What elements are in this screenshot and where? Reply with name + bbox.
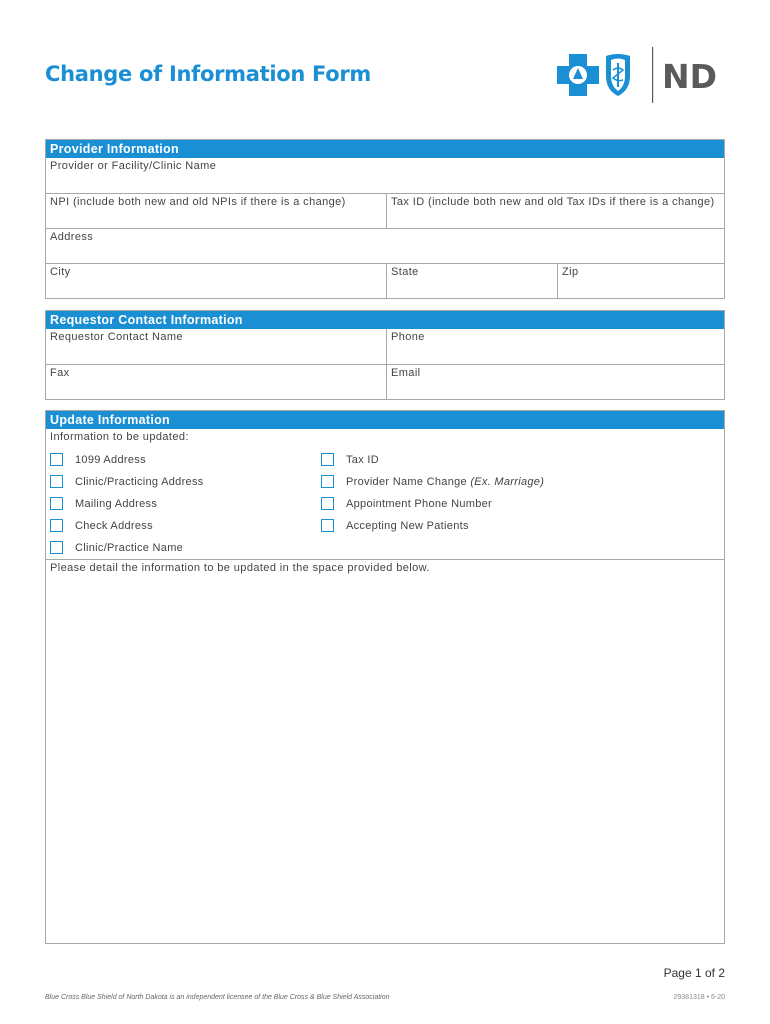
- checkbox[interactable]: [321, 497, 334, 510]
- option-mailing-address[interactable]: Mailing Address: [50, 497, 157, 510]
- logo-divider: [652, 47, 653, 103]
- option-provider-name-change[interactable]: Provider Name Change (Ex. Marriage): [321, 475, 544, 488]
- address-field[interactable]: [46, 229, 724, 263]
- npi-label: NPI (include both new and old NPIs if there is a change): [50, 196, 346, 208]
- name-change-note: (Ex. Marriage): [470, 475, 545, 488]
- city-field[interactable]: [46, 264, 386, 298]
- option-check-address[interactable]: Check Address: [50, 519, 153, 532]
- page-number: Page 1 of 2: [663, 966, 725, 980]
- logo-nd-text: ND: [662, 57, 718, 96]
- update-information-heading: Update Information: [46, 411, 724, 429]
- fax-field[interactable]: [46, 365, 386, 399]
- update-information-section: [45, 410, 725, 944]
- state-field[interactable]: [386, 264, 557, 298]
- provider-information-heading: Provider Information: [46, 140, 724, 158]
- checkbox[interactable]: [50, 541, 63, 554]
- checkbox[interactable]: [321, 519, 334, 532]
- zip-field[interactable]: [557, 264, 724, 298]
- page-title: Change of Information Form: [45, 62, 371, 86]
- option-clinic-practicing-address[interactable]: Clinic/Practicing Address: [50, 475, 204, 488]
- blue-cross-icon: [557, 50, 599, 96]
- provider-name-label: Provider or Facility/Clinic Name: [50, 160, 217, 172]
- fax-label: Fax: [50, 367, 70, 379]
- checkbox[interactable]: [50, 497, 63, 510]
- checkbox[interactable]: [321, 453, 334, 466]
- requestor-name-label: Requestor Contact Name: [50, 331, 183, 343]
- tax-id-label: Tax ID (include both new and old Tax IDs if there is a change): [391, 196, 715, 208]
- npi-field[interactable]: [46, 194, 386, 228]
- checkbox[interactable]: [50, 475, 63, 488]
- blue-shield-icon: [606, 54, 630, 96]
- form-code: 29381318 • 6-20: [673, 994, 725, 1001]
- provider-information-section: [45, 139, 725, 299]
- detail-textarea[interactable]: [46, 560, 724, 943]
- city-label: City: [50, 266, 71, 278]
- provider-name-field[interactable]: [46, 158, 724, 193]
- bcbs-nd-logo: [556, 46, 728, 104]
- option-appointment-phone[interactable]: Appointment Phone Number: [321, 497, 492, 510]
- licensee-note: Blue Cross Blue Shield of North Dakota is an independent licensee of the Blue Cross & Blue Shield Association: [45, 994, 390, 1001]
- option-tax-id[interactable]: Tax ID: [321, 453, 379, 466]
- email-label: Email: [391, 367, 421, 379]
- address-label: Address: [50, 231, 94, 243]
- option-1099-address[interactable]: 1099 Address: [50, 453, 146, 466]
- email-field[interactable]: [386, 365, 724, 399]
- update-options: [46, 429, 724, 559]
- phone-label: Phone: [391, 331, 425, 343]
- requestor-contact-section: [45, 310, 725, 400]
- checkbox[interactable]: [50, 453, 63, 466]
- phone-field[interactable]: [386, 329, 724, 364]
- option-accepting-new-patients[interactable]: Accepting New Patients: [321, 519, 469, 532]
- detail-label: Please detail the information to be updated in the space provided below.: [50, 562, 430, 574]
- update-intro: Information to be updated:: [50, 431, 189, 443]
- requestor-contact-heading: Requestor Contact Information: [46, 311, 724, 329]
- checkbox[interactable]: [50, 519, 63, 532]
- zip-label: Zip: [562, 266, 579, 278]
- checkbox[interactable]: [321, 475, 334, 488]
- option-clinic-practice-name[interactable]: Clinic/Practice Name: [50, 541, 183, 554]
- tax-id-field[interactable]: [386, 194, 724, 228]
- state-label: State: [391, 266, 419, 278]
- requestor-name-field[interactable]: [46, 329, 386, 364]
